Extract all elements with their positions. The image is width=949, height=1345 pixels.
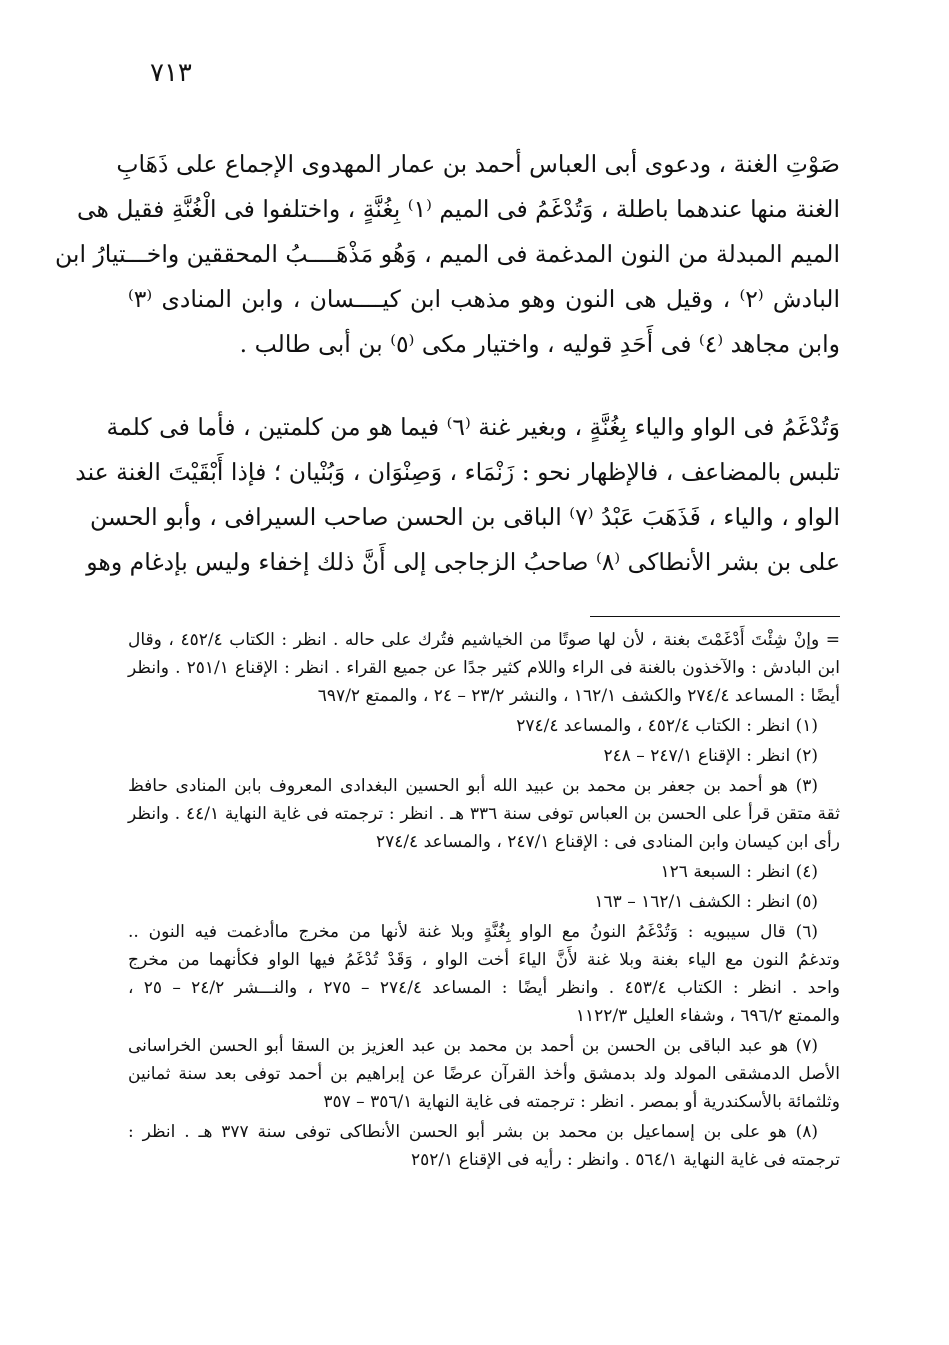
footnote-line: أيضًا : المساعد ٢٧٤/٤ والكشف ١٦٢/١ ، والنشر ٢٣/٢ – ٢٤ ، والممتع ٦٩٧/٢	[317, 686, 840, 706]
paragraph-line: وابن مجاهد ⁽٤⁾ فى أَحَدِ قوليه ، واختيار مكى ⁽٥⁾ بن أبى طالب .	[239, 330, 840, 358]
footnote-line: (٢) انظر : الإقناع ٢٤٧/١ – ٢٤٨	[603, 746, 818, 766]
paragraph-line: تلبس بالمضاعف ، فالإظهار نحو : زَنْمَاء ، وَصِنْوَان ، وَبُنْيان ؛ فإذا أَبْقَيْتَ الغنة عند	[75, 458, 840, 486]
footnote-1	[128, 712, 840, 740]
footnote-line: (١) انظر : الكتاب ٤٥٢/٤ ، والمساعد ٢٧٤/٤	[516, 716, 818, 736]
footnote-line: وتدغمُ النون مع الياء بغنة وبلا غنة لأَنَّ الياءَ أخت الواو ، وَقَدْ تُدْغَمُ فيها الواو فكأنهما من مخرج	[128, 950, 840, 970]
footnote-line: (٥) انظر : الكشف ١٦٢/١ – ١٦٣	[594, 892, 818, 912]
footnote-line: ترجمته فى غاية النهاية ٥٦٤/١ . وانظر : رأيه فى الإقناع ٢٥٢/١	[411, 1150, 840, 1170]
footnote-line: وثلثمائة بالأسكندرية أو بمصر . انظر : ترجمته فى غاية النهاية ٣٥٦/١ – ٣٥٧	[323, 1092, 840, 1112]
footnote-line: (٤) انظر : السبعة ١٢٦	[660, 862, 818, 882]
footnote-8	[128, 1118, 840, 1174]
body-paragraph-1	[55, 142, 840, 367]
paragraph-line: الواو ، والياء ، فَذَهَبَ عَبْدُ ⁽٧⁾ الباقى بن الحسن صاحب السيرافى ، وأبو الحسن	[90, 503, 840, 531]
footnote-5	[128, 888, 840, 916]
paragraph-line: على بن بشر الأنطاكى ⁽٨⁾ صاحبُ الزجاجى إلى أَنَّ ذلك إخفاء وليس بإدغام وهو	[86, 548, 840, 576]
page-number: ٧١٣	[150, 58, 192, 88]
paragraph-line: الغنة منها عندهما باطلة ، وَتُدْغَمُ فى الميم ⁽١⁾ بِغُنَّةٍ ، واختلفوا فى الْغُنَّةِ فقيل هى	[76, 195, 840, 223]
footnote-line: ابن البادش : والآخذون بالغنة فى الراء واللام كثير جدًا عن جميع القراء . انظر : الإقناع ٢٥١/١ . وانظر	[128, 658, 840, 678]
footnote-continuation	[128, 626, 840, 710]
footnote-3	[128, 772, 840, 856]
paragraph-line: البادش ⁽٢⁾ ، وقيل هى النون وهو مذهب ابن كيــــسان ، وابن المنادى ⁽٣⁾	[128, 285, 840, 313]
paragraph-line: صَوْتِ الغنة ، ودعوى أبى العباس أحمد بن عمار المهدوى الإجماع على ذَهَابِ	[116, 150, 840, 178]
body-paragraph-2	[75, 405, 840, 585]
footnote-line: (٣) هو أحمد بن جعفر بن محمد بن عبيد الله أبو الحسين البغدادى المعروف بابن المنادى حافظ	[128, 776, 818, 796]
footnote-4	[128, 858, 840, 886]
footnote-6	[128, 918, 840, 1030]
footnote-line: والممتع ٦٩٦/٢ ، وشفاء العليل ١١٢٢/٣	[575, 1006, 840, 1026]
footnote-line: (٧) هو عبد الباقى بن الحسن بن أحمد بن محمد بن عبد العزيز بن السقا أبو الحسن الخراسانى	[128, 1036, 818, 1056]
footnote-2	[128, 742, 840, 770]
footnotes	[128, 626, 840, 1174]
footnote-line: ثقة متقن قرأ على الحسن بن العباس توفى سنة ٣٣٦ هـ . انظر : ترجمته فى غاية النهاية ٤٤/١ . وانظر	[128, 804, 840, 824]
footnote-line: رأى ابن كيسان وابن المنادى فى : الإقناع ٢٤٧/١ ، والمساعد ٢٧٤/٤	[375, 832, 840, 852]
footnote-line: واحد . انظر : الكتاب ٤٥٣/٤ . وانظر أيضًا : المساعد ٢٧٤/٤ – ٢٧٥ ، والنـــشر ٢٤/٢ – ٢٥ ،	[128, 978, 841, 998]
footnote-line: (٦) قال سيبويه : وَتُدْغَمُ النونُ مع الواو بِغُنَّةٍ وبلا غنة لأنها من مخرج ماأدغمت فيه النون ..	[128, 922, 818, 942]
footnote-line: (٨) هو على بن إسماعيل بن محمد بن بشر أبو الحسن الأنطاكى توفى سنة ٣٧٧ هـ . انظر :	[128, 1122, 818, 1142]
paragraph-line: وَتُدْغَمُ فى الواو والياء بِغُنَّةٍ ، وبغير غنة ⁽٦⁾ فيما هو من كلمتين ، فأما فى كلمة	[106, 413, 840, 441]
footnote-divider	[590, 616, 840, 617]
footnote-7	[128, 1032, 840, 1116]
footnote-line: الأصل الدمشقى المولد ولد بدمشق وأخذ القرآن عرضًا عن إبراهيم بن أحمد توفى بعد سنة ثمانين	[128, 1064, 840, 1084]
footnote-line: = وإنْ شِئْتَ أَدْغَمْتَ بغنة ، لأن لها صوتًا من الخياشيم فتُرك على حاله . انظر : الكتاب ٤٥٢/٤ ، وقال	[128, 630, 840, 650]
paragraph-line: الميم المبدلة من النون المدغمة فى الميم ، وَهُو مَذْهَــــبُ المحققين واخـــتيارُ ابن	[55, 240, 840, 268]
